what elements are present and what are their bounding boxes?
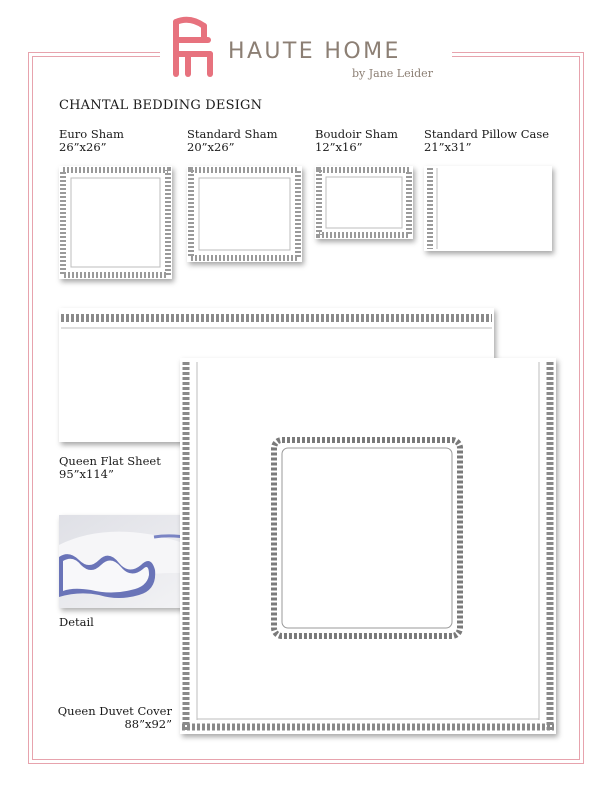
standard-sham-illustration (187, 166, 302, 262)
flat-sheet-label (59, 455, 161, 481)
boudoir-sham-size: 12”x16” (315, 140, 363, 154)
euro-sham-illustration (59, 166, 172, 279)
boudoir-sham-label (315, 128, 398, 154)
euro-sham-drawing (59, 166, 172, 279)
brand-name: HAUTE HOME (228, 39, 401, 64)
duvet-cover-drawing (180, 358, 556, 734)
pillow-case-name: Standard Pillow Case (424, 127, 550, 141)
duvet-cover-illustration (180, 358, 556, 734)
standard-sham-label (187, 128, 278, 154)
standard-sham-size: 20”x26” (187, 140, 235, 154)
flat-sheet-size: 95”x114” (59, 467, 114, 481)
euro-sham-size: 26”x26” (59, 140, 107, 154)
boudoir-sham-name: Boudoir Sham (315, 127, 398, 141)
pillow-case-illustration (424, 166, 552, 251)
chair-logo-icon (168, 16, 220, 78)
euro-sham-name: Euro Sham (59, 127, 124, 141)
duvet-cover-name: Queen Duvet Cover (57, 704, 172, 718)
flat-sheet-name: Queen Flat Sheet (59, 454, 161, 468)
boudoir-sham-drawing (315, 166, 413, 239)
detail-label: Detail (59, 615, 94, 629)
page-title: CHANTAL BEDDING DESIGN (59, 98, 263, 113)
duvet-cover-label (58, 705, 172, 731)
boudoir-sham-illustration (315, 166, 413, 239)
standard-sham-name: Standard Sham (187, 127, 278, 141)
pillow-case-size: 21”x31” (424, 140, 472, 154)
pillow-case-label (424, 128, 549, 154)
duvet-cover-size: 88”x92” (124, 717, 172, 731)
standard-sham-drawing (187, 166, 302, 262)
pillow-case-drawing (424, 166, 552, 251)
brand-byline: by Jane Leider (352, 67, 433, 80)
euro-sham-label (59, 128, 124, 154)
